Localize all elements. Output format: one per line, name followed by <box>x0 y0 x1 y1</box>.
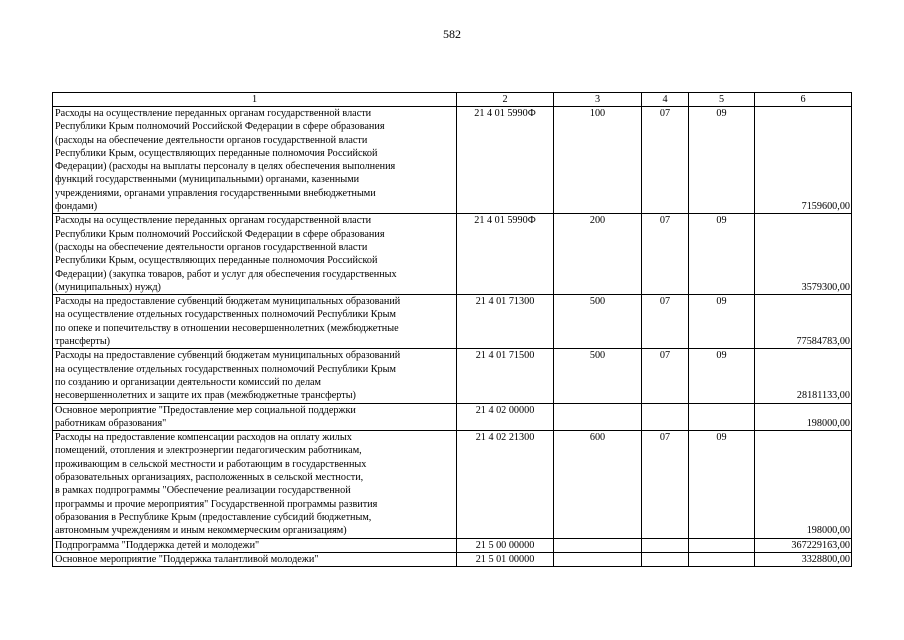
expense-type-code: 500 <box>554 349 642 403</box>
description-line: Расходы на предоставление субвенций бюджетам муниципальных образований <box>55 296 401 308</box>
expense-type-code <box>554 538 642 552</box>
target-article-code: 21 4 01 5990Ф <box>457 107 554 214</box>
amount-value: 7159600,00 <box>755 107 852 214</box>
amount-value: 367229163,00 <box>755 538 852 552</box>
target-article-code: 21 5 00 00000 <box>457 538 554 552</box>
subsection-code: 09 <box>689 107 755 214</box>
column-header: 6 <box>755 93 852 107</box>
target-article-code: 21 4 01 5990Ф <box>457 214 554 295</box>
section-code: 07 <box>642 349 689 403</box>
row-description <box>53 295 457 349</box>
target-article-code: 21 4 02 00000 <box>457 403 554 431</box>
column-header: 1 <box>53 93 457 107</box>
description-line: автономным учреждениям и иным некоммерческим организациям) <box>55 525 347 537</box>
description-line: Подпрограмма "Поддержка детей и молодежи" <box>55 539 260 551</box>
description-line: учреждениями, органами управления государственными внебюджетными <box>55 187 376 199</box>
amount-value: 77584783,00 <box>755 295 852 349</box>
column-header: 4 <box>642 93 689 107</box>
row-description <box>53 214 457 295</box>
description-line: Федерации) (закупка товаров, работ и услуг для обеспечения государственных <box>55 268 397 280</box>
description-line: Республики Крым полномочий Российской Федерации в сфере образования <box>55 228 385 240</box>
table-row <box>53 403 852 431</box>
amount-value: 198000,00 <box>755 431 852 538</box>
description-line: фондами) <box>55 201 98 213</box>
expense-type-code: 500 <box>554 295 642 349</box>
description-line: Федерации) (расходы на выплаты персоналу в целях обеспечения выполнения <box>55 161 396 173</box>
expense-type-code <box>554 552 642 566</box>
target-article-code: 21 4 01 71500 <box>457 349 554 403</box>
amount-value: 28181133,00 <box>755 349 852 403</box>
subsection-code: 09 <box>689 295 755 349</box>
description-line: Расходы на осуществление переданных органам государственной власти <box>55 108 372 119</box>
subsection-code: 09 <box>689 214 755 295</box>
section-code: 07 <box>642 431 689 538</box>
table-row <box>53 107 852 214</box>
subsection-code: 09 <box>689 349 755 403</box>
table-row <box>53 295 852 349</box>
description-line: по опеке и попечительству в отношении несовершеннолетних (межбюджетные <box>55 322 399 334</box>
description-line: несовершеннолетних и защите их прав (межбюджетные трансферты) <box>55 390 356 402</box>
subsection-code <box>689 403 755 431</box>
expense-type-code <box>554 403 642 431</box>
description-line: Основное мероприятие "Поддержка талантливой молодежи" <box>55 553 319 565</box>
table-row <box>53 214 852 295</box>
description-line: Республики Крым полномочий Российской Федерации в сфере образования <box>55 121 385 133</box>
target-article-code: 21 5 01 00000 <box>457 552 554 566</box>
description-line: (муниципальных) нужд) <box>55 281 161 293</box>
row-description <box>53 538 457 552</box>
row-description <box>53 552 457 566</box>
header-row <box>53 93 852 107</box>
subsection-code <box>689 552 755 566</box>
row-description <box>53 431 457 538</box>
description-line: Основное мероприятие "Предоставление мер социальной поддержки <box>55 404 356 416</box>
description-line: образования в Республике Крым (предоставление субсидий бюджетным, <box>55 511 372 523</box>
row-description <box>53 107 457 214</box>
subsection-code <box>689 538 755 552</box>
target-article-code: 21 4 02 21300 <box>457 431 554 538</box>
description-line: проживающим в сельской местности и работающим в государственных <box>55 458 367 470</box>
description-line: в рамках подпрограммы "Обеспечение реализации государственной <box>55 485 351 497</box>
table-row <box>53 552 852 566</box>
amount-value: 3328800,00 <box>755 552 852 566</box>
description-line: (расходы на обеспечение деятельности органов государственной власти <box>55 134 368 146</box>
section-code <box>642 538 689 552</box>
description-line: помещений, отопления и электроэнергии педагогическим работникам, <box>55 445 362 457</box>
section-code: 07 <box>642 295 689 349</box>
description-line: на осуществление отдельных государственных полномочий Республики Крым <box>55 309 396 321</box>
expense-type-code: 200 <box>554 214 642 295</box>
table-row <box>53 431 852 538</box>
section-code <box>642 552 689 566</box>
subsection-code: 09 <box>689 431 755 538</box>
expense-type-code: 600 <box>554 431 642 538</box>
column-header: 2 <box>457 93 554 107</box>
target-article-code: 21 4 01 71300 <box>457 295 554 349</box>
description-line: (расходы на обеспечение деятельности органов государственной власти <box>55 241 368 253</box>
description-line: работникам образования" <box>55 417 167 429</box>
amount-value: 198000,00 <box>755 403 852 431</box>
description-line: программы и прочие мероприятия" Государственной программы развития <box>55 498 378 510</box>
row-description <box>53 403 457 431</box>
description-line: Республики Крым, осуществляющих переданные полномочия Российской <box>55 147 378 159</box>
table-row <box>53 349 852 403</box>
description-line: Расходы на предоставление субвенций бюджетам муниципальных образований <box>55 350 401 362</box>
section-code: 07 <box>642 107 689 214</box>
description-line: по созданию и организации деятельности комиссий по делам <box>55 376 321 388</box>
budget-table <box>52 92 852 567</box>
amount-value: 3579300,00 <box>755 214 852 295</box>
description-line: функций государственными (муниципальными) органами, казенными <box>55 174 360 186</box>
description-line: трансферты) <box>55 336 111 348</box>
page-number: 582 <box>443 27 461 41</box>
row-description <box>53 349 457 403</box>
column-header: 3 <box>554 93 642 107</box>
description-line: Расходы на осуществление переданных органам государственной власти <box>55 215 372 227</box>
expense-type-code: 100 <box>554 107 642 214</box>
column-header: 5 <box>689 93 755 107</box>
description-line: Республики Крым, осуществляющих переданные полномочия Российской <box>55 255 378 267</box>
table-row <box>53 538 852 552</box>
section-code: 07 <box>642 214 689 295</box>
section-code <box>642 403 689 431</box>
description-line: на осуществление отдельных государственных полномочий Республики Крым <box>55 363 396 375</box>
description-line: Расходы на предоставление компенсации расходов на оплату жилых <box>55 432 352 444</box>
description-line: образовательных организациях, расположенных в сельской местности, <box>55 472 364 484</box>
